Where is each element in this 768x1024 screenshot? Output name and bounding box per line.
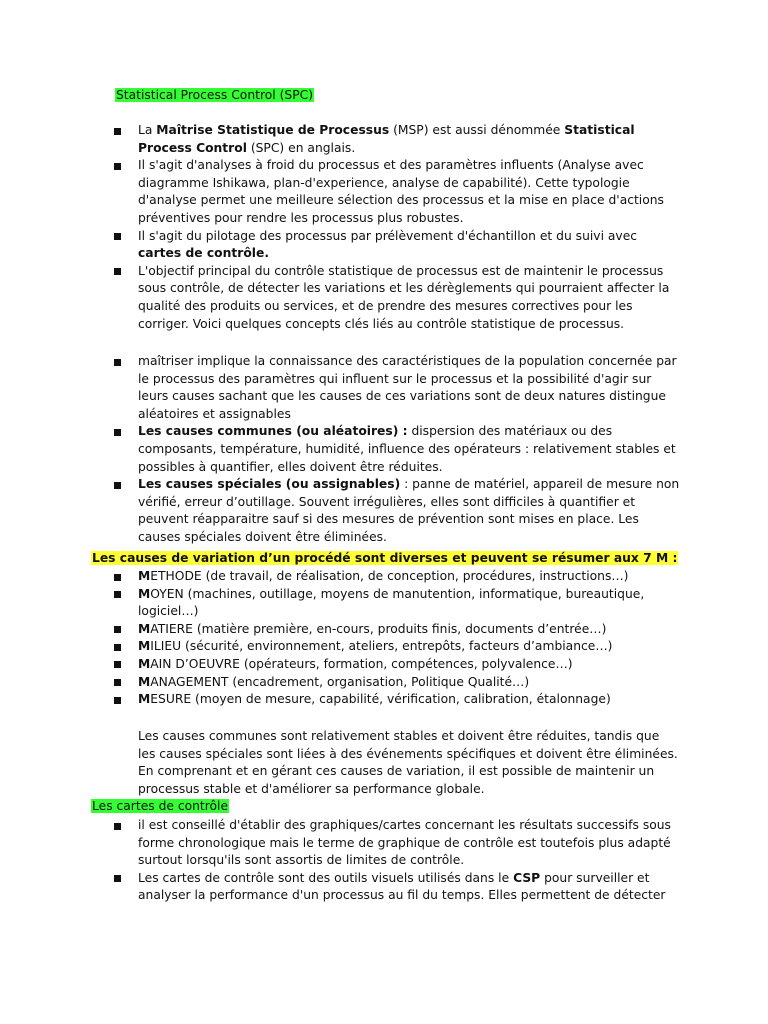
list-item-text: maîtriser implique la connaissance des caractéristiques de la population concernée par le processus des paramètres qui influent sur le processus et la possibilité d'agir sur leurs causes sachant que les causes de ces variations sont de deux natures distingue aléatoires et assignables bbox=[138, 354, 677, 421]
list-item-text: Les causes spéciales (ou assignables) : panne de matériel, appareil de mesure non vérifié, erreur d’outillage. Souvent irrégulières, elles sont difficiles à quantifier et peuvent réapparaitre sauf si des mesures de prévention sont mises en place. Les causes spéciales doivent être éliminées. bbox=[138, 477, 680, 544]
square-bullet-icon bbox=[114, 644, 121, 651]
list-item bbox=[114, 817, 680, 870]
spc-heading-suffix: (SPC) bbox=[275, 88, 313, 102]
list-item bbox=[114, 353, 680, 423]
square-bullet-icon bbox=[114, 823, 121, 830]
cartes-heading-text: Les cartes de contrôle bbox=[92, 799, 229, 813]
list-item bbox=[114, 157, 680, 227]
list-item-text: METHODE (de travail, de réalisation, de conception, procédures, instructions…) bbox=[138, 569, 629, 583]
square-bullet-icon bbox=[114, 268, 121, 275]
square-bullet-icon bbox=[114, 875, 121, 882]
cartes-heading bbox=[91, 798, 229, 816]
list-item bbox=[114, 674, 680, 692]
square-bullet-icon bbox=[114, 626, 121, 633]
list-item bbox=[114, 586, 680, 621]
seven-m-heading-text: Les causes de variation d’un procédé sont diverses et peuvent se résumer aux 7 M : bbox=[92, 551, 678, 565]
list-item bbox=[114, 122, 680, 157]
list-item bbox=[114, 568, 680, 586]
square-bullet-icon bbox=[114, 591, 121, 598]
list-item bbox=[114, 228, 680, 263]
square-bullet-icon bbox=[114, 574, 121, 581]
spc-heading-highlight bbox=[115, 88, 314, 102]
square-bullet-icon bbox=[114, 697, 121, 704]
list-item bbox=[114, 691, 680, 709]
square-bullet-icon bbox=[114, 429, 121, 436]
cartes-list bbox=[114, 817, 680, 905]
spc-heading bbox=[115, 87, 314, 105]
list-item bbox=[114, 263, 680, 333]
seven-m-list bbox=[114, 568, 680, 709]
list-item-text: il est conseillé d'établir des graphiques/cartes concernant les résultats successifs sous forme chronologique mais le terme de graphique de contrôle est toutefois plus adapté surtout lorsqu'ils sont assortis de limites de contrôle. bbox=[138, 818, 671, 868]
list-item-text: MATIERE (matière première, en-cours, produits finis, documents d’entrée…) bbox=[138, 621, 607, 636]
list-item bbox=[114, 638, 680, 656]
list-item bbox=[114, 476, 680, 546]
seven-m-heading bbox=[91, 550, 678, 568]
list-item-text: MILIEU (sécurité, environnement, ateliers, entrepôts, facteurs d’ambiance…) bbox=[138, 639, 613, 654]
list-item bbox=[114, 870, 680, 905]
square-bullet-icon bbox=[114, 128, 121, 135]
list-item-text: Il s'agit d'analyses à froid du processus et des paramètres influents (Analyse avec diagramme Ishikawa, plan-d'experience, analyse de capabilité). Cette typologie d'analyse permet une meilleure sélection des processus et la mise en place d'actions préventives pour rendre les processus plus robustes. bbox=[138, 158, 664, 225]
list-item-text: MAIN D’OEUVRE (opérateurs, formation, compétences, polyvalence…) bbox=[138, 656, 573, 671]
square-bullet-icon bbox=[114, 661, 121, 668]
list-item bbox=[114, 656, 680, 674]
list-item-text: Les cartes de contrôle sont des outils visuels utilisés dans le CSP pour surveiller et analyser la performance d'un processus au fil du temps. Elles permettent de détecter bbox=[138, 870, 666, 903]
list-item-text: MOYEN (machines, outillage, moyens de manutention, informatique, bureautique, logiciel…) bbox=[138, 586, 645, 619]
list-item-text: MANAGEMENT (encadrement, organisation, Politique Qualité…) bbox=[138, 674, 530, 689]
intro-list bbox=[114, 122, 680, 333]
square-bullet-icon bbox=[114, 163, 121, 170]
list-item-text: Il s'agit du pilotage des processus par prélèvement d'échantillon et du suivi avec cartes de contrôle. bbox=[138, 228, 638, 261]
square-bullet-icon bbox=[114, 359, 121, 366]
square-bullet-icon bbox=[114, 679, 121, 686]
list-item-text: MESURE (moyen de mesure, capabilité, vérification, calibration, étalonnage) bbox=[138, 692, 611, 707]
list-item-text: Les causes communes (ou aléatoires) : dispersion des matériaux ou des composants, température, humidité, influence des opérateurs : relativement stables et possibles à quantifier, elles doivent être réduites. bbox=[138, 424, 676, 474]
list-item-text: L'objectif principal du contrôle statistique de processus est de maintenir le processus sous contrôle, de détecter les variations et les dérèglements qui pourraient affecter la qualité des produits ou services, et de prendre des mesures correctives pour les corriger. Voici quelques concepts clés liés au contrôle statistique de processus. bbox=[138, 263, 670, 331]
square-bullet-icon bbox=[114, 482, 121, 489]
causes-list bbox=[114, 353, 680, 547]
list-item-text: La Maîtrise Statistique de Processus (MSP) est aussi dénommée Statistical Process Control (SPC) en anglais. bbox=[138, 123, 635, 155]
list-item bbox=[114, 621, 680, 639]
list-item bbox=[114, 423, 680, 476]
summary-paragraph: Les causes communes sont relativement stables et doivent être réduites, tandis que les causes spéciales sont liées à des événements spécifiques et doivent être éliminées. En comprenant et en gérant ces causes de variation, il est possible de maintenir un processus stable et d'améliorer sa performance globale. bbox=[138, 729, 678, 796]
spc-heading-main: Statistical Process Control bbox=[116, 88, 276, 102]
square-bullet-icon bbox=[114, 233, 121, 240]
